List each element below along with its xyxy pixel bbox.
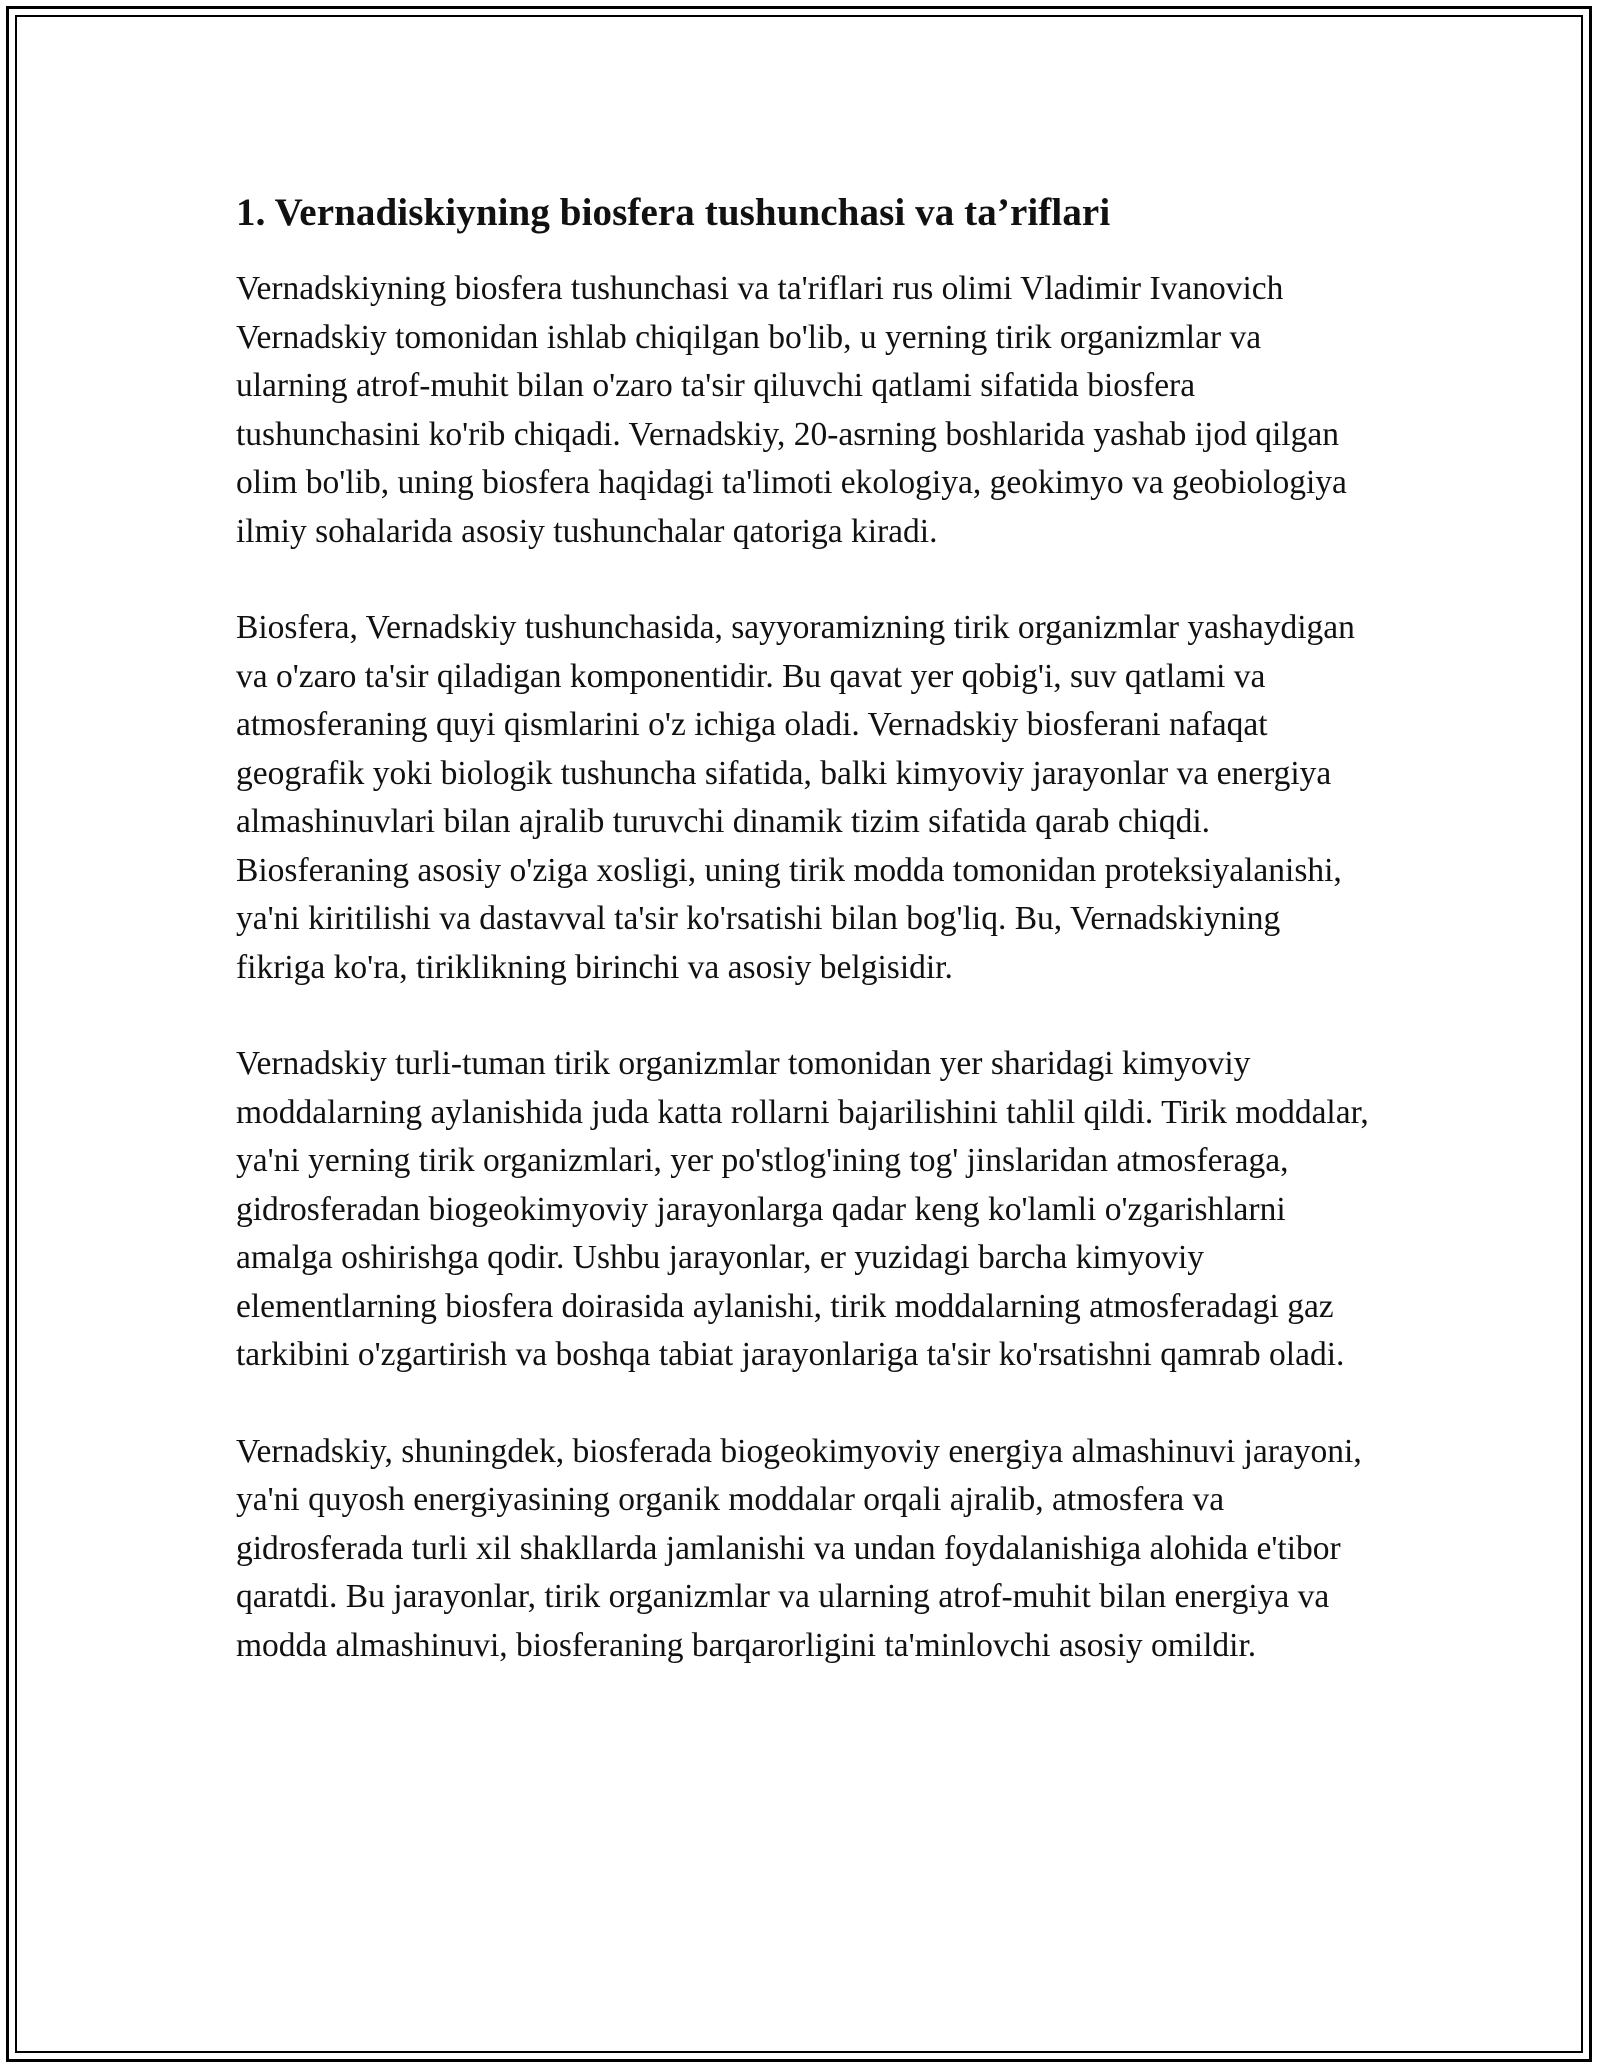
paragraph-1: Vernadskiyning biosfera tushunchasi va ta'riflari rus olimi Vladimir Ivanovich Vernadskiy tomonidan ishlab chiqilgan bo'lib, u yerning tirik organizmlar va ularning atrof-muhit bilan o'zaro ta'sir qiluvchi qatlami sifatida biosfera tushunchasini ko'rib chiqadi. Vernadskiy, 20-asrning boshlarida yashab ijod qilgan olim bo'lib, uning biosfera haqidagi ta'limoti ekologiya, geokimyo va geobiologiya ilmiy sohalarida asosiy tushunchalar qatoriga kiradi.: [236, 270, 1347, 550]
document-body: [236, 185, 1376, 1718]
paragraph-4: Vernadskiy, shuningdek, biosferada biogeokimyoviy energiya almashinuvi jarayoni, ya'ni quyosh energiyasining organik moddalar orqali ajralib, atmosfera va gidrosferada turli xil shakllarda jamlanishi va undan foydalanishiga alohida e'tibor qaratdi. Bu jarayonlar, tirik organizmlar va ularning atrof-muhit bilan energiya va modda almashinuvi, biosferaning barqarorligini ta'minlovchi asosiy omildir.: [236, 1432, 1362, 1664]
section-heading: 1. Vernadiskiyning biosfera tushunchasi va ta’riflari: [236, 191, 1111, 234]
paragraph-2: Biosfera, Vernadskiy tushunchasida, sayyoramizning tirik organizmlar yashaydigan va o'zaro ta'sir qiladigan komponentidir. Bu qavat yer qobig'i, suv qatlami va atmosferaning quyi qismlarini o'z ichiga oladi. Vernadskiy biosferani nafaqat geografik yoki biologik tushuncha sifatida, balki kimyoviy jarayonlar va energiya almashinuvlari bilan ajralib turuvchi dinamik tizim sifatida qarab chiqdi. Biosferaning asosiy o'ziga xosligi, uning tirik modda tomonidan proteksiyalanishi, ya'ni kiritilishi va dastavval ta'sir ko'rsatishi bilan bog'liq. Bu, Vernadskiyning fikriga ko'ra, tiriklikning birinchi va asosiy belgisidir.: [236, 609, 1355, 986]
paragraph-3: Vernadskiy turli-tuman tirik organizmlar tomonidan yer sharidagi kimyoviy moddalarning aylanishida juda katta rollarni bajarilishini tahlil qildi. Tirik moddalar, ya'ni yerning tirik organizmlari, yer po'stlog'ining tog' jinslaridan atmosferaga, gidrosferadan biogeokimyoviy jarayonlarga qadar keng ko'lamli o'zgarishlarni amalga oshirishga qodir. Ushbu jarayonlar, er yuzidagi barcha kimyoviy elementlarning biosfera doirasida aylanishi, tirik moddalarning atmosferadagi gaz tarkibini o'zgartirish va boshqa tabiat jarayonlariga ta'sir ko'rsatishni qamrab oladi.: [236, 1045, 1369, 1373]
